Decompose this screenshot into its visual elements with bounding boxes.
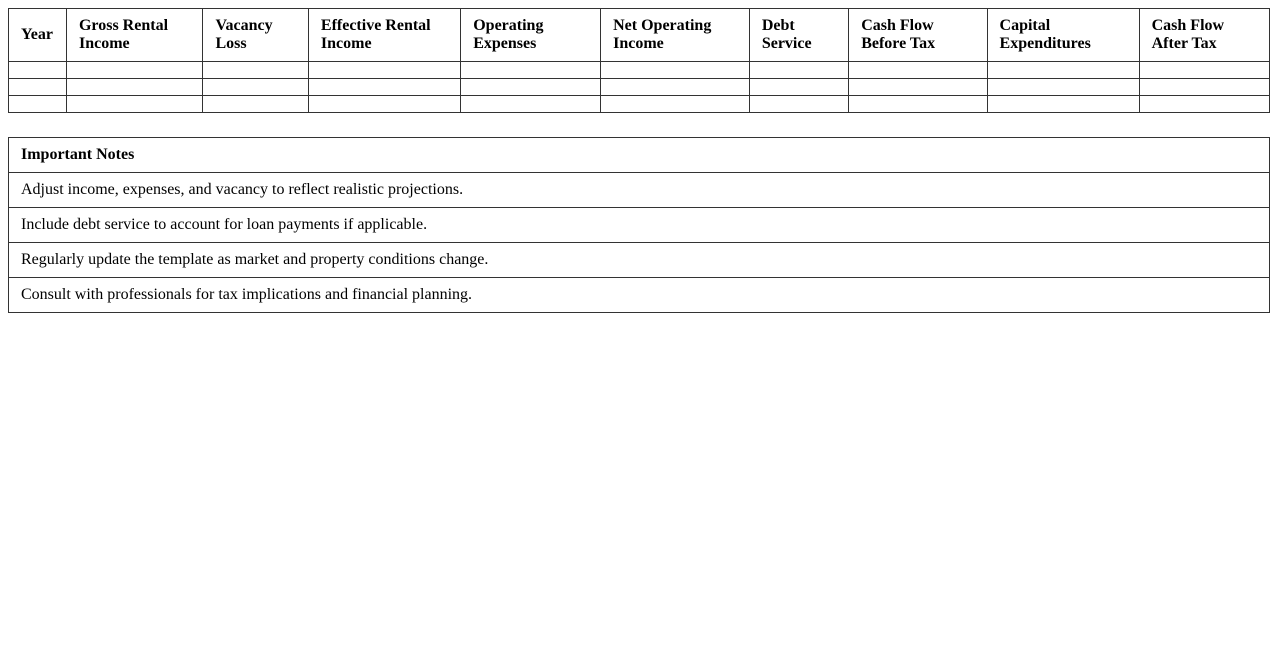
table-cell [601, 62, 750, 79]
table-cell [1139, 96, 1269, 113]
note-row [9, 208, 1270, 243]
table-cell [1139, 79, 1269, 96]
column-header-capital-expenditures: Capital Expenditures [987, 9, 1139, 62]
note-row [9, 278, 1270, 313]
table-cell [849, 79, 987, 96]
table-cell [749, 79, 848, 96]
note-row [9, 243, 1270, 278]
table-cell [66, 62, 203, 79]
table-cell [601, 96, 750, 113]
table-cell [849, 96, 987, 113]
table-cell [308, 62, 460, 79]
table-cell [601, 79, 750, 96]
table-cell [9, 62, 67, 79]
important-notes-table [8, 137, 1270, 313]
table-cell [66, 96, 203, 113]
table-row [9, 79, 1270, 96]
table-cell [849, 62, 987, 79]
column-header-vacancy-loss: Vacancy Loss [203, 9, 308, 62]
table-header-row [9, 9, 1270, 62]
table-cell [66, 79, 203, 96]
column-header-cash-flow-before-tax: Cash Flow Before Tax [849, 9, 987, 62]
table-row [9, 96, 1270, 113]
table-cell [203, 62, 308, 79]
notes-header-row [9, 138, 1270, 173]
table-cell [987, 62, 1139, 79]
table-cell [987, 79, 1139, 96]
column-header-net-operating-income: Net Operating Income [601, 9, 750, 62]
notes-title: Important Notes [9, 138, 1270, 173]
table-cell [308, 79, 460, 96]
column-header-gross-rental-income: Gross Rental Income [66, 9, 203, 62]
note-item: Include debt service to account for loan payments if applicable. [9, 208, 1270, 243]
table-cell [203, 96, 308, 113]
table-cell [749, 96, 848, 113]
table-cell [987, 96, 1139, 113]
column-header-debt-service: Debt Service [749, 9, 848, 62]
cash-flow-table [8, 8, 1270, 113]
note-item: Consult with professionals for tax implications and financial planning. [9, 278, 1270, 313]
column-header-year: Year [9, 9, 67, 62]
table-cell [308, 96, 460, 113]
column-header-effective-rental-income: Effective Rental Income [308, 9, 460, 62]
note-item: Adjust income, expenses, and vacancy to reflect realistic projections. [9, 173, 1270, 208]
table-cell [749, 62, 848, 79]
table-cell [9, 96, 67, 113]
table-cell [461, 96, 601, 113]
column-header-operating-expenses: Operating Expenses [461, 9, 601, 62]
table-cell [461, 62, 601, 79]
table-cell [1139, 62, 1269, 79]
note-row [9, 173, 1270, 208]
note-item: Regularly update the template as market and property conditions change. [9, 243, 1270, 278]
table-cell [461, 79, 601, 96]
table-cell [203, 79, 308, 96]
table-row [9, 62, 1270, 79]
table-cell [9, 79, 67, 96]
column-header-cash-flow-after-tax: Cash Flow After Tax [1139, 9, 1269, 62]
